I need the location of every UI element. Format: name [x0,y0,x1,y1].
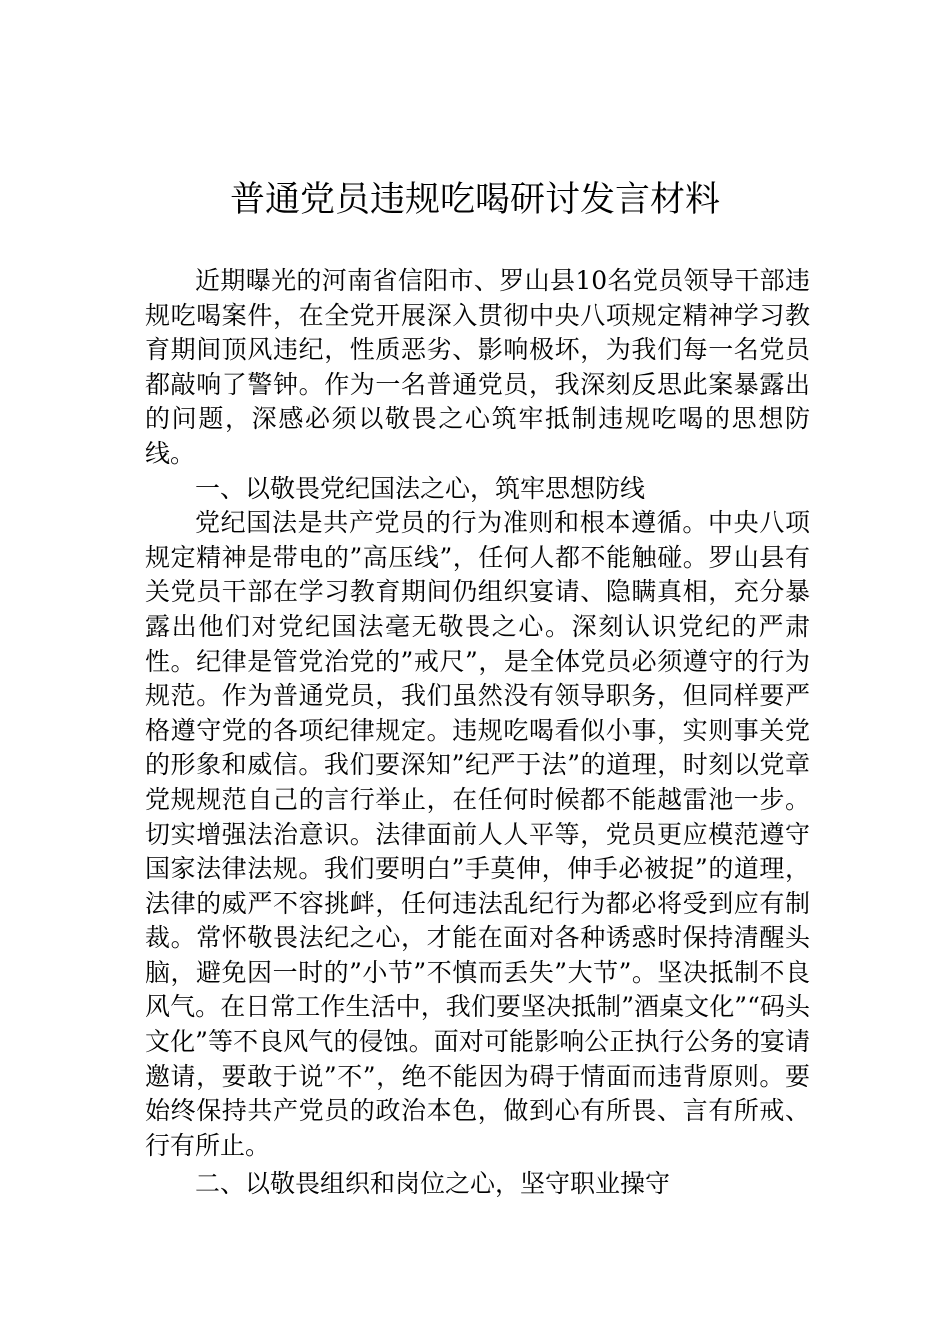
document-title: 普通党员违规吃喝研讨发言材料 [229,180,720,220]
section-heading-1: 一、以敬畏党纪国法之心，筑牢思想防线 [195,473,646,503]
section-1-paragraph: 党纪国法是共产党员的行为准则和根本遵循。中央八项规定精神是带电的”高压线”，任何人都不能触碰。罗山县有关党员干部在学习教育期间仍组织宴请、隐瞒真相，充分暴露出他们对党纪国法毫无敬畏之心。深刻认识党纪的严肃性。纪律是管党治党的”戒尺”，是全体党员必须遵守的行为规范。作为普通党员，我们虽然没有领导职务，但同样要严格遵守党的各项纪律规定。违规吃喝看似小事，实则事关党的形象和威信。我们要深知”纪严于法”的道理，时刻以党章党规规范自己的言行举止，在任何时候都不能越雷池一步。切实增强法治意识。法律面前人人平等，党员更应模范遵守国家法律法规。我们要明白”手莫伸，伸手必被捉”的道理，法律的威严不容挑衅，任何违法乱纪行为都必将受到应有制裁。常怀敬畏法纪之心，才能在面对各种诱惑时保持清醒头脑，避免因一时的”小节”不慎而丢失”大节”。坚决抵制不良风气。在日常工作生活中，我们要坚决抵制”酒桌文化”“码头文化”等不良风气的侵蚀。面对可能影响公正执行公务的宴请邀请，要敢于说”不”，绝不能因为碍于情面而违背原则。要始终保持共产党员的政治本色，做到心有所畏、言有所戒、行有所止。 [145,508,810,1160]
intro-paragraph: 近期曝光的河南省信阳市、罗山县10名党员领导干部违规吃喝案件，在全党开展深入贯彻中央八项规定精神学习教育期间顶风违纪，性质恶劣、影响极坏，为我们每一名党员都敲响了警钟。作为一名普通党员，我深刻反思此案暴露出的问题，深感必须以敬畏之心筑牢抵制违规吃喝的思想防线。 [145,266,810,468]
section-heading-2: 二、以敬畏组织和岗位之心，坚守职业操守 [195,1169,671,1199]
document-body [145,264,810,1202]
